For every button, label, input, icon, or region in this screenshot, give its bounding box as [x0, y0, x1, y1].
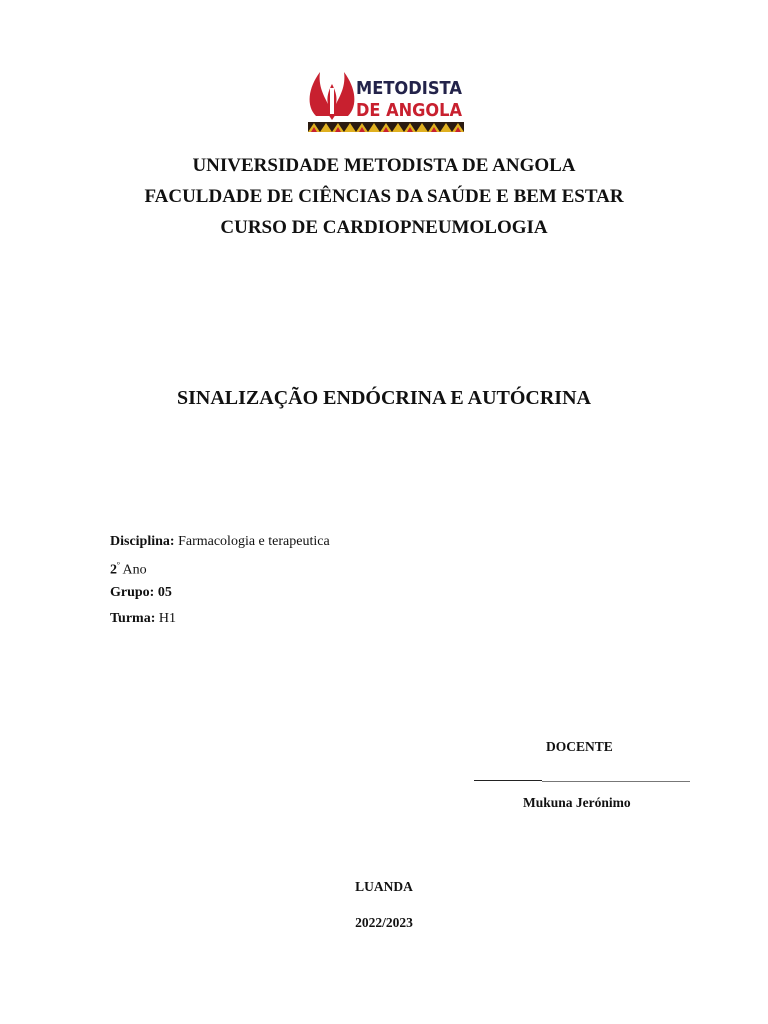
- year-label: Ano: [122, 562, 147, 578]
- city: LUANDA: [355, 879, 413, 894]
- flame-emblem-icon: [306, 66, 468, 136]
- group-line: [110, 585, 172, 601]
- class-value: H1: [158, 611, 177, 626]
- group-label: Grupo:: [110, 585, 155, 600]
- teacher-name: Mukuna Jerónimo: [523, 795, 631, 810]
- logo-line-1: METODISTA: [356, 78, 463, 99]
- logo-line-2: DE ANGOLA: [356, 100, 463, 121]
- class-line: [110, 611, 176, 627]
- pattern-band: [308, 122, 464, 132]
- discipline-label: Disciplina:: [110, 534, 175, 549]
- year-ordinal: º: [117, 560, 120, 570]
- group-value: 05: [157, 585, 172, 600]
- signature-line: [474, 780, 542, 781]
- faculty-name: FACULDADE DE CIÊNCIAS DA SAÚDE E BEM ESTAR: [144, 186, 624, 207]
- class-label: Turma:: [110, 611, 156, 626]
- academic-year: 2022/2023: [355, 915, 413, 930]
- university-logo: [306, 66, 468, 136]
- year-line: [110, 560, 147, 579]
- signature-line-extension: [542, 781, 690, 782]
- university-name: UNIVERSIDADE METODISTA DE ANGOLA: [192, 155, 576, 176]
- discipline-line: [110, 534, 330, 550]
- document-title: SINALIZAÇÃO ENDÓCRINA E AUTÓCRINA: [177, 387, 591, 409]
- year-number: 2: [110, 562, 117, 578]
- course-name: CURSO DE CARDIOPNEUMOLOGIA: [220, 217, 548, 238]
- discipline-value: Farmacologia e terapeutica: [178, 534, 330, 549]
- teacher-heading: DOCENTE: [546, 739, 613, 754]
